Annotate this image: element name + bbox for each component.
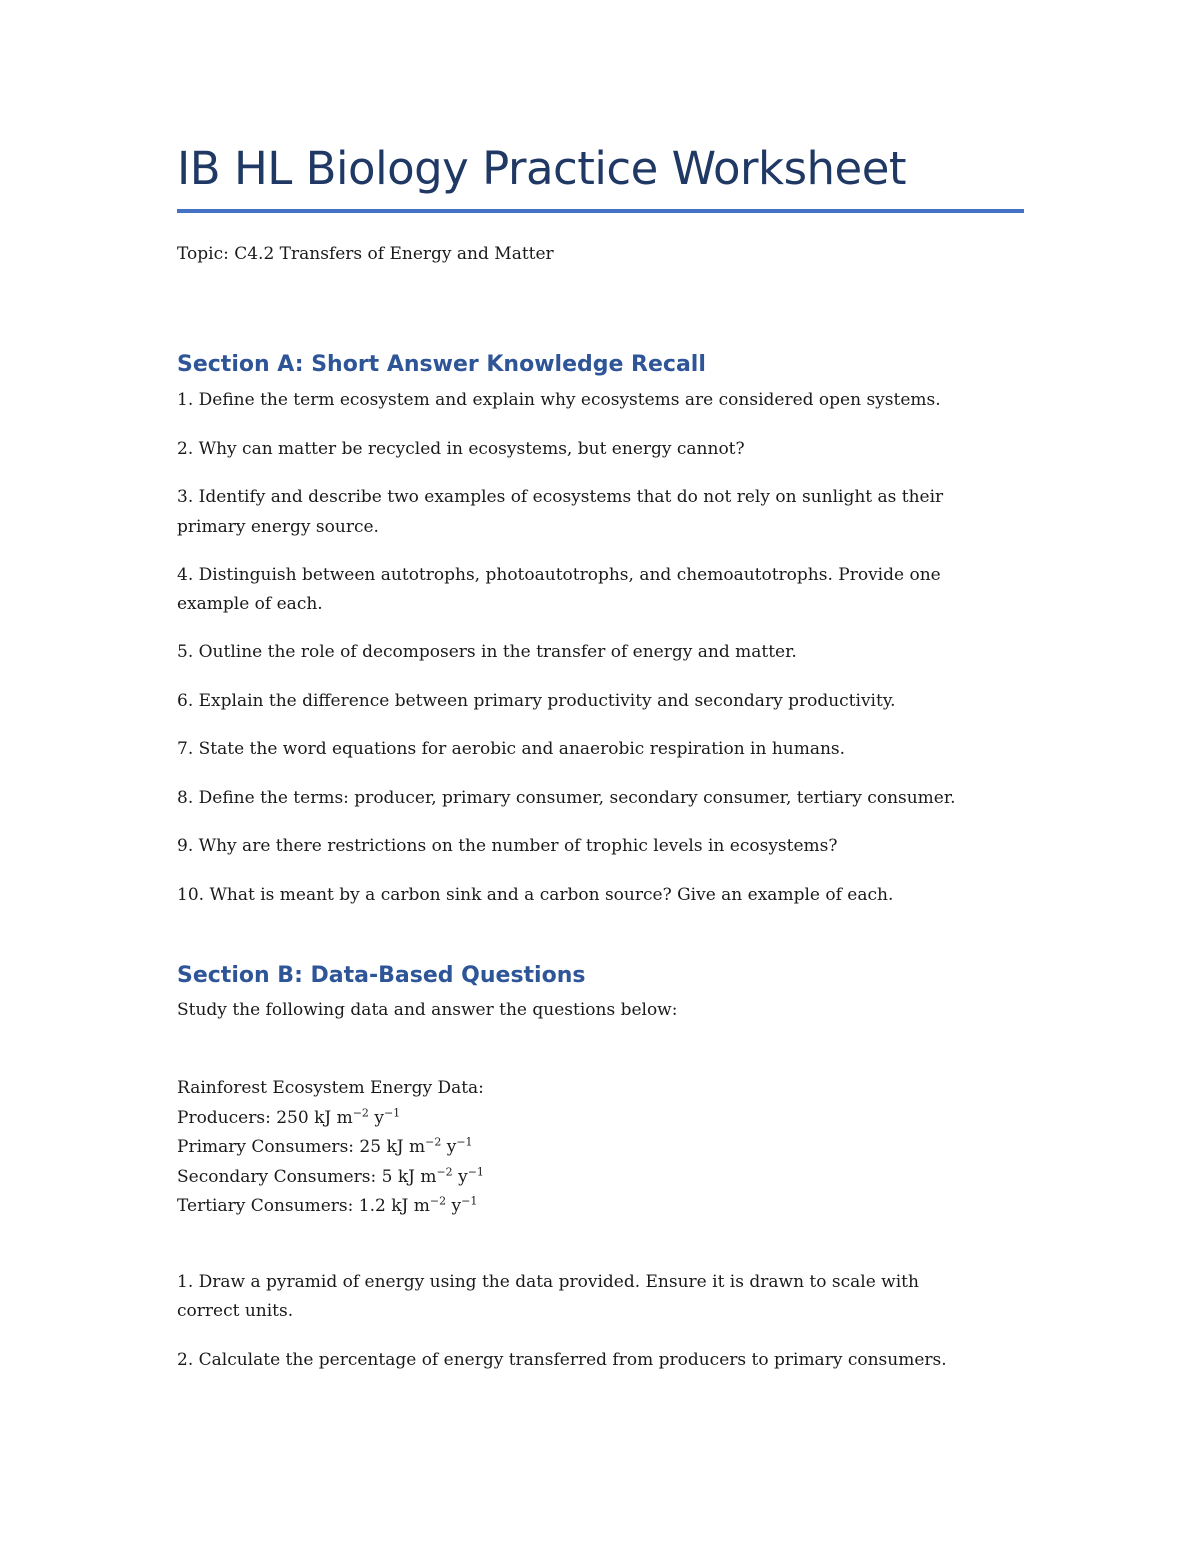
question-b1-line1: 1. Draw a pyramid of energy using the data provided. Ensure it is drawn to scale with [177, 1272, 919, 1292]
topic-line: Topic: C4.2 Transfers of Energy and Matter [177, 244, 554, 264]
energy-data-row [177, 1192, 484, 1222]
question-a6: 6. Explain the difference between primary productivity and secondary productivity. [177, 691, 896, 711]
question-a3-line1: 3. Identify and describe two examples of ecosystems that do not rely on sunlight as their [177, 487, 944, 507]
data-row-label: Producers: [177, 1107, 277, 1128]
unit-exponent: −1 [461, 1194, 478, 1208]
unit-text: kJ m [397, 1166, 437, 1187]
unit-exponent: −2 [425, 1135, 442, 1149]
unit-exponent: −1 [467, 1164, 484, 1178]
data-row-label: Primary Consumers: [177, 1137, 360, 1157]
data-row-value: 25 [359, 1137, 382, 1157]
unit-exponent: −2 [429, 1194, 447, 1208]
question-a4-line1: 4. Distinguish between autotrophs, photoautotrophs, and chemoautotrophs. Provide one [177, 565, 941, 585]
question-a4-line2: example of each. [177, 594, 323, 614]
section-a-heading: Section A: Short Answer Knowledge Recall [177, 352, 706, 377]
data-row-value: 5 [381, 1166, 393, 1187]
unit-text: kJ m [314, 1107, 353, 1128]
title-underline [177, 209, 1024, 213]
data-row-label: Secondary Consumers: [177, 1166, 382, 1187]
question-a3-line2: primary energy source. [177, 517, 379, 537]
question-a10: 10. What is meant by a carbon sink and a carbon source? Give an example of each. [177, 885, 894, 905]
data-row-label: Tertiary Consumers: [177, 1196, 359, 1216]
data-row-value: 1.2 [358, 1196, 386, 1216]
question-b2: 2. Calculate the percentage of energy transferred from producers to primary consumers. [177, 1350, 947, 1370]
unit-text: y [368, 1107, 384, 1128]
question-a2: 2. Why can matter be recycled in ecosystems, but energy cannot? [177, 439, 745, 459]
unit-text: y [452, 1166, 468, 1187]
question-a1: 1. Define the term ecosystem and explain why ecosystems are considered open systems. [177, 390, 941, 410]
energy-data-row [177, 1104, 484, 1134]
question-a8: 8. Define the terms: producer, primary consumer, secondary consumer, tertiary consumer. [177, 788, 956, 808]
unit-exponent: −2 [436, 1164, 453, 1178]
unit-text: y [446, 1196, 462, 1216]
unit-text: kJ m [391, 1196, 430, 1216]
unit-text: y [441, 1137, 457, 1157]
unit-exponent: −1 [383, 1105, 401, 1119]
unit-text: kJ m [386, 1137, 426, 1157]
data-row-value: 250 [276, 1107, 309, 1128]
section-b-heading: Section B: Data-Based Questions [177, 963, 586, 988]
unit-exponent: −2 [352, 1105, 369, 1119]
page-title: IB HL Biology Practice Worksheet [177, 142, 907, 195]
question-a7: 7. State the word equations for aerobic and anaerobic respiration in humans. [177, 739, 846, 759]
question-b1-line2: correct units. [177, 1301, 294, 1321]
energy-data-title: Rainforest Ecosystem Energy Data: [177, 1078, 484, 1098]
unit-exponent: −1 [456, 1135, 473, 1149]
energy-data-row [177, 1163, 484, 1193]
energy-data-block [177, 1074, 484, 1222]
energy-data-row [177, 1133, 484, 1163]
question-a5: 5. Outline the role of decomposers in the transfer of energy and matter. [177, 642, 797, 662]
question-a9: 9. Why are there restrictions on the number of trophic levels in ecosystems? [177, 836, 838, 856]
section-b-intro: Study the following data and answer the questions below: [177, 1000, 678, 1020]
